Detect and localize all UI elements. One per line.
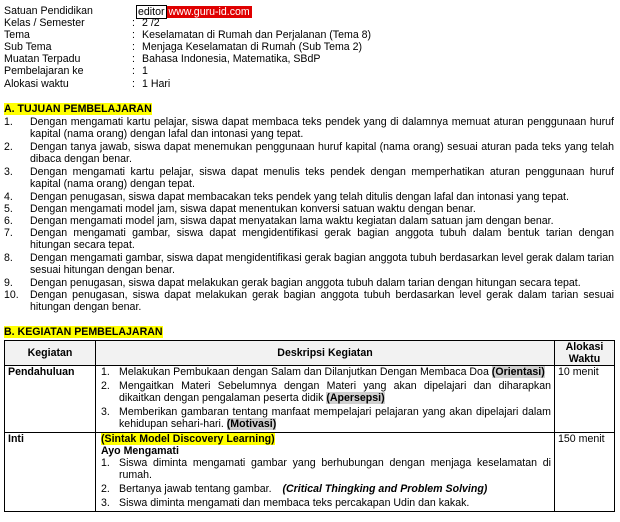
header-alokasi: Alokasi Waktu xyxy=(555,341,615,366)
identity-value: 1 Hari xyxy=(142,78,171,90)
identity-colon: : xyxy=(132,65,135,77)
identity-colon: : xyxy=(132,41,135,53)
step-text: Bertanya jawab tentang gambar. xyxy=(119,483,272,495)
section-b-title xyxy=(4,326,163,338)
goal-number: 6. xyxy=(4,215,13,227)
goal-text: Dengan mengamati gambar, siswa dapat mengidentifikasi gerak bagian anggota tubuh dalam bentuk tarian dengan hitungan secara tepat. xyxy=(30,227,614,251)
goal-text: Dengan mengamati kartu pelajar, siswa dapat menulis teks pendek dengan memperhatikan aturan penggunaan huruf kapital (nama orang) dengan tepat. xyxy=(30,166,614,190)
identity-label: Pembelajaran ke xyxy=(4,65,84,77)
identity-label: Tema xyxy=(4,29,30,41)
goal-text: Dengan mengamati model jam, siswa dapat menyatakan lama waktu kegiatan dalam satuan jam dengan benar. xyxy=(30,215,554,227)
editor-label: editor xyxy=(138,6,165,18)
table-row xyxy=(5,366,615,433)
goal-text: Dengan mengamati kartu pelajar, siswa dapat membaca teks pendek yang di dalamnya memuat aturan penggunaan huruf kapital (nama orang) dengan lafal dan intonasi yang tepat. xyxy=(30,116,614,140)
identity-colon: : xyxy=(132,53,135,65)
section-a-heading: A. TUJUAN PEMBELAJARAN xyxy=(4,103,152,115)
step-text: Siswa diminta mengamati gambar yang berhubungan dengan menjaga keselamatan di rumah. xyxy=(119,457,551,481)
identity-value: Menjaga Keselamatan di Rumah (Sub Tema 2) xyxy=(142,41,363,53)
goal-number: 8. xyxy=(4,252,13,264)
identity-label: Satuan Pendidikan xyxy=(4,5,93,17)
goal-text: Dengan tanya jawab, siswa dapat menemukan penggunaan huruf kapital (nama orang) sesuai aturan pada teks yang telah dibaca dengan benar. xyxy=(30,141,614,165)
step-text: Mengaitkan Materi Sebelumnya dengan Materi yang akan dipelajari dan diharapkan dikaitkan dengan pengalaman peserta didik xyxy=(119,380,551,404)
section-b-heading: B. KEGIATAN PEMBELAJARAN xyxy=(4,326,163,338)
subheading: Ayo Mengamati xyxy=(101,445,179,457)
section-a-title xyxy=(4,103,152,115)
identity-colon: : xyxy=(132,17,135,29)
model-label: (Sintak Model Discovery Learning) xyxy=(101,433,275,445)
activity-description xyxy=(96,433,555,512)
activity-time: 10 menit xyxy=(555,366,615,433)
activity-step xyxy=(99,366,551,378)
identity-colon: : xyxy=(132,29,135,41)
identity-label: Alokasi waktu xyxy=(4,78,69,90)
goal-text: Dengan mengamati gambar, siswa dapat mengidentifikasi gerak bagian anggota tubuh berdasarkan level gerak dalam tarian sesuai hitungan dengan benar. xyxy=(30,252,614,276)
step-text: Memberikan gambaran tentang manfaat mempelajari pelajaran yang akan dipelajari dalam kehidupan sehari-hari. xyxy=(119,406,551,430)
table-header-row xyxy=(5,341,615,366)
activity-name: Pendahuluan xyxy=(5,366,96,433)
goal-number: 10. xyxy=(4,289,19,301)
activity-table xyxy=(4,340,615,512)
step-tag: (Orientasi) xyxy=(491,366,545,378)
header-deskripsi: Deskripsi Kegiatan xyxy=(96,341,555,366)
step-number: 2. xyxy=(101,483,110,495)
identity-colon: : xyxy=(132,78,135,90)
identity-label: Muatan Terpadu xyxy=(4,53,81,65)
goal-number: 1. xyxy=(4,116,13,128)
activity-time: 150 menit xyxy=(555,433,615,512)
activity-step xyxy=(99,406,551,430)
activity-description xyxy=(96,366,555,433)
step-number: 2. xyxy=(101,380,110,392)
step-number: 1. xyxy=(101,457,110,469)
identity-label: Sub Tema xyxy=(4,41,52,53)
identity-value: 1 xyxy=(142,65,148,77)
identity-value: 2 /2 xyxy=(142,17,160,29)
activity-step xyxy=(99,380,551,404)
identity-value: Bahasa Indonesia, Matematika, SBdP xyxy=(142,53,321,65)
activity-step xyxy=(99,483,551,495)
goal-number: 9. xyxy=(4,277,13,289)
goal-number: 3. xyxy=(4,166,13,178)
goal-text: Dengan penugasan, siswa dapat melakukan gerak bagian anggota tubuh berdasarkan level gerak dalam tarian sesuai hitungan dengan benar. xyxy=(30,289,614,313)
goal-number: 7. xyxy=(4,227,13,239)
step-text: Siswa diminta mengamati dan membaca teks percakapan Udin dan kakak. xyxy=(119,497,470,509)
editor-watermark xyxy=(136,5,252,17)
step-number: 1. xyxy=(101,366,110,378)
goal-text: Dengan penugasan, siswa dapat membacakan teks pendek yang telah ditulis dengan lafal dan intonasi yang tepat. xyxy=(30,191,569,203)
goal-number: 2. xyxy=(4,141,13,153)
step-text: Melakukan Pembukaan dengan Salam dan Dilanjutkan Dengan Membaca Doa xyxy=(119,366,489,378)
goal-text: Dengan mengamati model jam, siswa dapat menentukan konversi satuan waktu dengan benar. xyxy=(30,203,476,215)
identity-label: Kelas / Semester xyxy=(4,17,85,29)
site-url: www.guru-id.com xyxy=(168,6,250,18)
step-number: 3. xyxy=(101,406,110,418)
table-row xyxy=(5,433,615,512)
goal-text: Dengan penugasan, siswa dapat melakukan gerak bagian anggota tubuh dalam tarian dengan hitungan secara tepat. xyxy=(30,277,581,289)
activity-name: Inti xyxy=(5,433,96,512)
identity-value: Keselamatan di Rumah dan Perjalanan (Tema 8) xyxy=(142,29,372,41)
step-number: 3. xyxy=(101,497,110,509)
activity-step xyxy=(99,497,551,509)
goal-number: 5. xyxy=(4,203,13,215)
activity-step xyxy=(99,457,551,481)
step-tag: (Motivasi) xyxy=(226,418,277,430)
goal-number: 4. xyxy=(4,191,13,203)
header-kegiatan: Kegiatan xyxy=(5,341,96,366)
step-tag: (Apersepsi) xyxy=(326,392,385,404)
step-note: (Critical Thingking and Problem Solving) xyxy=(282,483,488,495)
